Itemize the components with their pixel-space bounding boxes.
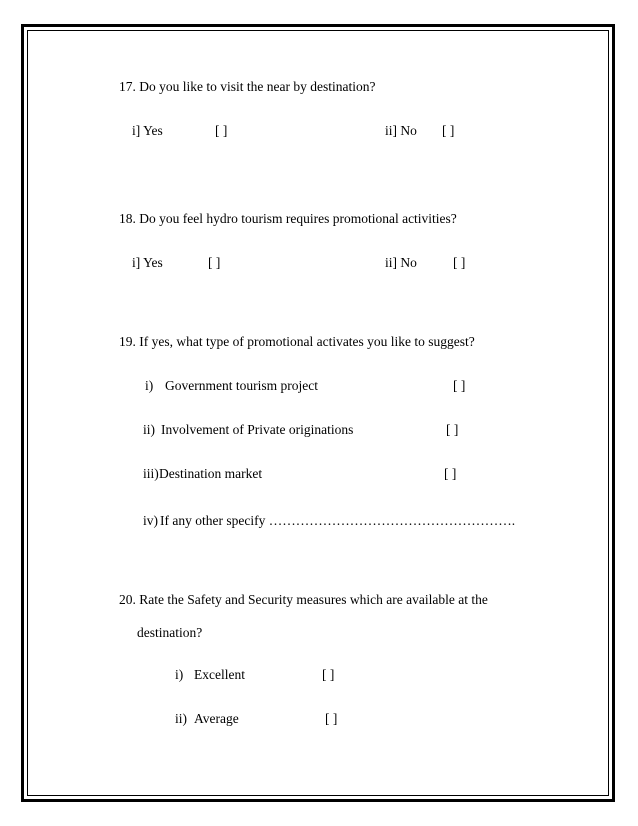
- q17-option-yes-checkbox[interactable]: [ ]: [215, 123, 228, 138]
- q17-option-yes-label: i] Yes: [132, 123, 163, 138]
- q19-option-3-checkbox[interactable]: [ ]: [444, 466, 457, 481]
- q19-option-2-number: ii): [143, 422, 155, 437]
- question-20-text-line1: 20. Rate the Safety and Security measures which are available at the: [119, 592, 488, 607]
- q18-option-yes-label: i] Yes: [132, 255, 163, 270]
- q17-option-no-checkbox[interactable]: [ ]: [442, 123, 455, 138]
- q19-option-4-number: iv): [143, 513, 158, 528]
- q19-option-1-number: i): [145, 378, 154, 393]
- q17-option-no-label: ii] No: [385, 123, 417, 138]
- q20-option-1-checkbox[interactable]: [ ]: [322, 667, 335, 682]
- question-17-text: 17. Do you like to visit the near by destination?: [119, 79, 376, 94]
- q19-option-3-label: Destination market: [159, 466, 263, 481]
- page-border-inner: [27, 30, 609, 796]
- q18-option-no-checkbox[interactable]: [ ]: [453, 255, 466, 270]
- q20-option-2-label: Average: [194, 711, 239, 726]
- question-20-text-line2: destination?: [137, 625, 203, 640]
- q19-option-1-checkbox[interactable]: [ ]: [453, 378, 466, 393]
- question-18-text: 18. Do you feel hydro tourism requires promotional activities?: [119, 211, 457, 226]
- page-border: [21, 24, 615, 802]
- q18-option-yes-checkbox[interactable]: [ ]: [208, 255, 221, 270]
- q20-option-2-checkbox[interactable]: [ ]: [325, 711, 338, 726]
- question-19-text: 19. If yes, what type of promotional activates you like to suggest?: [119, 334, 475, 349]
- q19-option-3-number: iii): [143, 466, 159, 481]
- q19-option-1-label: Government tourism project: [165, 378, 318, 393]
- q18-option-no-label: ii] No: [385, 255, 417, 270]
- q19-option-2-checkbox[interactable]: [ ]: [446, 422, 459, 437]
- q20-option-1-number: i): [175, 667, 184, 682]
- q20-option-1-label: Excellent: [194, 667, 245, 682]
- q20-option-2-number: ii): [175, 711, 187, 726]
- q19-option-2-label: Involvement of Private originations: [161, 422, 354, 437]
- q19-option-4-label[interactable]: If any other specify ……………………………………………….: [160, 513, 516, 528]
